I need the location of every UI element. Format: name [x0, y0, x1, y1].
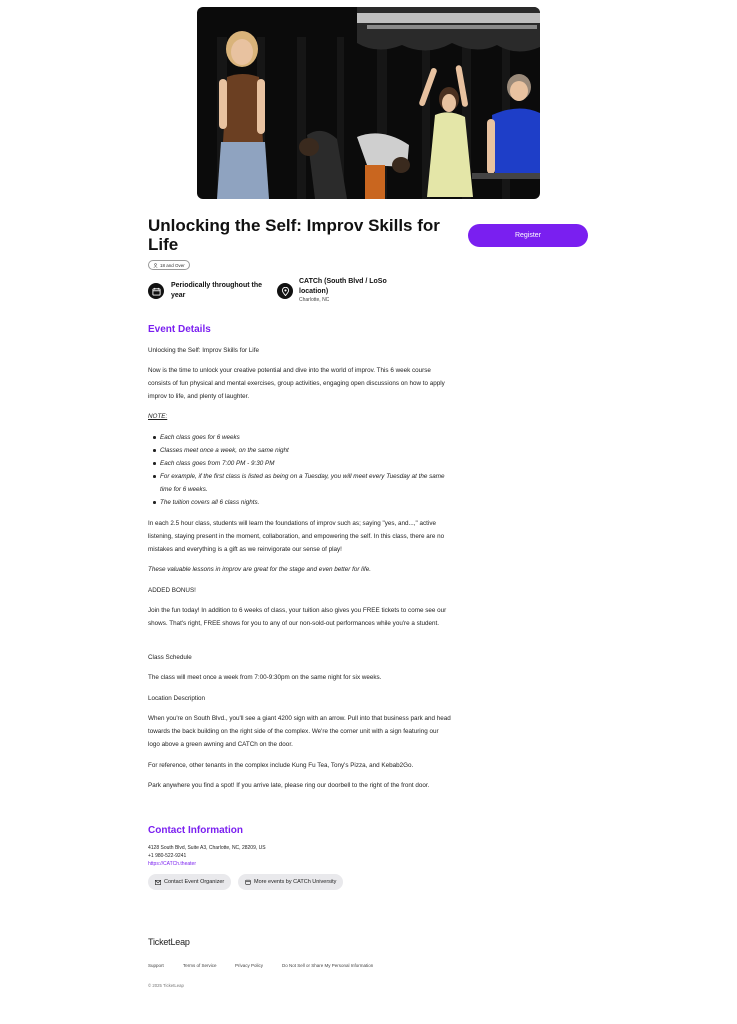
details-paragraph-3: These valuable lessons in improv are great for the stage and even better for life. [148, 566, 371, 573]
details-paragraph-7: For reference, other tenants in the complex include Kung Fu Tea, Tony's Pizza, and Kebab2Go. [148, 762, 414, 769]
age-restriction-badge [148, 260, 190, 270]
details-paragraph-2: In each 2.5 hour class, students will learn the foundations of improv such as; saying "yes, and...," active listening, staying present in the moment, collaboration, and empowering the self. In this class, there are no mistakes and everything is a gift as we reinvigorate our sense of play! [148, 520, 445, 553]
event-details-heading: Event Details [148, 324, 211, 335]
details-paragraph-1: Now is the time to unlock your creative potential and dive into the world of improv. This 6 week course consists of fun physical and mental exercises, group activities, engaging open discussions on how to apply improv to life, and plenty of laughter. [148, 367, 445, 400]
contact-phone: +1 980-522-9241 [148, 853, 187, 859]
schedule-heading: Class Schedule [148, 654, 192, 661]
list-item: The tuition covers all 6 class nights. [160, 496, 452, 509]
calendar-icon [148, 283, 164, 299]
list-item: Each class goes for 6 weeks [160, 431, 452, 444]
details-intro: Unlocking the Self: Improv Skills for Life [148, 347, 259, 354]
note-label: NOTE: [148, 413, 168, 420]
mail-icon [155, 880, 161, 885]
contact-address: 4128 South Blvd, Suite A3, Charlotte, NC, 28209, US [148, 845, 266, 851]
register-button[interactable]: Register [468, 224, 588, 247]
event-title: Unlocking the Self: Improv Skills for Life [148, 216, 440, 254]
details-paragraph-4: Join the fun today! In addition to 6 weeks of class, your tuition also gives you FREE tickets to come see our shows. That's right, FREE shows for you to any of our non-sold-out performances while you're a student. [148, 607, 447, 627]
event-schedule: Periodically throughout the year [171, 282, 263, 299]
person-icon [153, 263, 158, 268]
location-pin-icon [277, 283, 293, 299]
bonus-heading: ADDED BONUS! [148, 587, 196, 594]
event-hero-image [197, 7, 540, 199]
details-paragraph-5: The class will meet once a week from 7:00-9:30pm on the same night for six weeks. [148, 674, 382, 681]
copyright-text: © 2025 TicketLeap [148, 983, 184, 988]
more-events-button[interactable] [238, 874, 343, 890]
footer-link-support[interactable]: Support [148, 963, 164, 968]
venue-city: Charlotte, NC [299, 297, 330, 303]
list-item: Each class goes from 7:00 PM - 9:30 PM [160, 457, 452, 470]
footer-link-privacy[interactable]: Privacy Policy [235, 963, 264, 968]
list-item: Classes meet once a week, on the same night [160, 444, 452, 457]
details-paragraph-6: When you're on South Blvd., you'll see a giant 4200 sign with an arrow. Pull into that business park and head towards the back building on the right side of the complex. We're the corner unit with a sign featuring our logo above a green awning and CATCh on the door. [148, 715, 451, 748]
list-item: For example, if the first class is listed as being on a Tuesday, you will meet every Tuesday at the same time for 6 weeks. [160, 470, 452, 496]
footer-link-terms[interactable]: Terms of Service [183, 963, 217, 968]
contact-organizer-label: Contact Event Organizer [164, 879, 225, 885]
contact-organizer-button[interactable] [148, 874, 231, 890]
footer-link-do-not-sell[interactable]: Do Not Sell or Share My Personal Information [282, 963, 374, 968]
more-events-label: More events by CATCh University [254, 879, 337, 885]
notes-list [160, 431, 452, 509]
contact-website-link[interactable]: https://CATCh.theater [148, 861, 196, 867]
age-badge-label: 18 and Over [160, 262, 185, 268]
calendar-icon [245, 879, 251, 885]
location-heading: Location Description [148, 695, 206, 702]
details-paragraph-8: Park anywhere you find a spot! If you arrive late, please ring our doorbell to the right of the front door. [148, 782, 430, 789]
contact-info-heading: Contact Information [148, 825, 243, 836]
ticketleap-logo[interactable]: TicketLeap [148, 937, 190, 947]
venue-name[interactable]: CATCh (South Blvd / LoSo location) [299, 278, 387, 295]
